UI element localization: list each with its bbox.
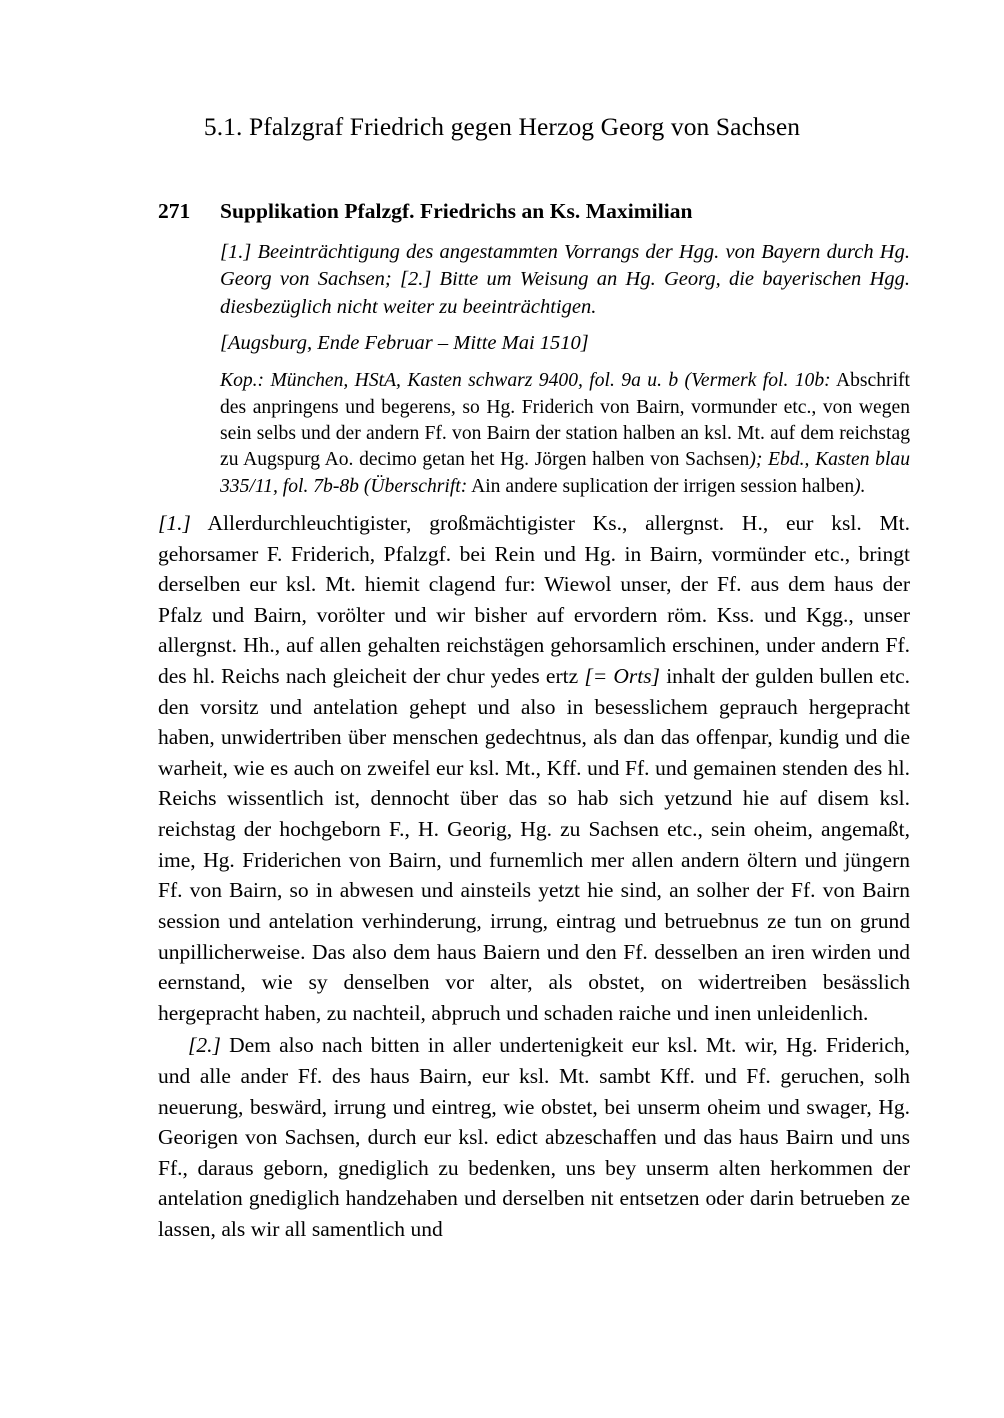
body-paragraph-2 [158,1030,910,1244]
document-regest: [1.] Beeinträchtigung des angestammten Vorrangs der Hgg. von Bayern durch Hg. Georg von Sachsen; [2.] Bitte um Weisung an Hg. Georg, die bayerischen Hgg. diesbezüglich nicht weiter zu beeinträchtigen. [220,240,910,318]
source-segment-italic-1: Kop.: München, HStA, Kasten schwarz 9400, fol. 9a u. b (Vermerk fol. 10b: [220,370,831,392]
source-segment-roman-1: Abschrift des anpringens und begerens, so Hg. Friderich von Bairn, vormunder etc., von wegen sein selbs und der andern Ff. von Bairn der station halben an ksl. Mt. auf dem reichstag zu Augspurg Ao. decimo getan het Hg. Jörgen halben von Sachsen [220,370,910,471]
document-source-reference [220,368,910,500]
paragraph-1-editorial-note: [= Orts] [584,664,661,689]
paragraph-1-text-b: inhalt der gulden bullen etc. den vorsitz und antelation gehept und also in besesslichem geprauch hergepracht haben, unwidertriben über menschen gedechtnus, als dan das offenpar, kundig und die warheit, wie es auch on zweifel eur ksl. Mt., Kff. und Ff. und gemainen stenden des hl. Reichs wissentlich ist, dennocht über das so hab sich yetzund hie auf disem ksl. reichstag der hochgeborn F., H. Georig, Hg. zu Sachsen etc., sein oheim, angemaßt, ime, Hg. Friderichen von Bairn, und furnemlich mer allen andern öltern und jüngern Ff. von Bairn, so in abwesen und ainsteils yetzt hie sind, an solher der Ff. von Bairn session und antelation verhinderung, irrung, eintrag und betruebnus ze tun on grund unpillicherweise. Das also dem haus Baiern und den Ff. desselben an iren wirden und eernstand, wie sy denselben vor alter, als obstet, on widertreiben besässlich hergepracht haben, zu nachteil, abpruch und schaden raiche und inen unleidenlich. [158,664,911,1025]
document-entry-header [158,198,910,500]
document-title: Supplikation Pfalzgf. Friedrichs an Ks. Maximilian [220,199,693,223]
document-apparatus [220,239,910,500]
document-body [158,508,910,1245]
body-paragraph-1 [158,508,910,1028]
section-heading: 5.1. Pfalzgraf Friedrich gegen Herzog Georg von Sachsen [203,112,801,141]
paragraph-1-text-a: Allerdurchleuchtigister, großmächtigister Ks., allergnst. H., eur ksl. Mt. gehorsamer F. Friderich, Pfalzgf. bei Rein und Hg. in Bairn, vormünder etc., bringt derselben eur ksl. Mt. hiemit clagend fur: Wiewol unser, der Ff. aus dem haus der Pfalz und Bairn, vorölter und wir bisher auf ervordern röm. Kss. und Kgg., unser allergnst. Hh., auf allen gehalten reichstägen gehorsamlich erschinen, under andern Ff. des hl. Reichs nach gleicheit der chur yedes ertz [158,511,910,689]
source-segment-italic-3: ). [854,475,866,497]
paragraph-marker-1: [1.] [158,511,191,535]
paragraph-2-text-a: Dem also nach bitten in aller undertenigkeit eur ksl. Mt. wir, Hg. Friderich, und alle ander Ff. des haus Bairn, eur ksl. Mt. sambt Kff. und Ff. geruchen, solh neuerung, beswärd, irrung und eintreg, wie obstet, bei unserm oheim und swager, Hg. Georigen von Sachsen, durch eur ksl. edict abzeschaffen und das haus Bairn und uns Ff., daraus geborn, gnediglich zu bedenken, uns bey unserm alten herkommen der antelation gnediglich handzehaben und derselben nit entsetzen oder darin betrueben ze lassen, als wir all samentlich und [158,1033,910,1242]
paragraph-marker-2: [2.] [188,1033,221,1058]
source-segment-roman-2: Ain andere suplication der irrigen session halben [467,475,855,497]
document-date-line: [Augsburg, Ende Februar – Mitte Mai 1510] [220,331,589,354]
source-segment-italic-2: ); Ebd., Kasten blau 335/11, fol. 7b-8b (Überschrift: [220,449,910,497]
document-number: 271 [158,199,191,223]
document-heading-line [158,198,910,225]
